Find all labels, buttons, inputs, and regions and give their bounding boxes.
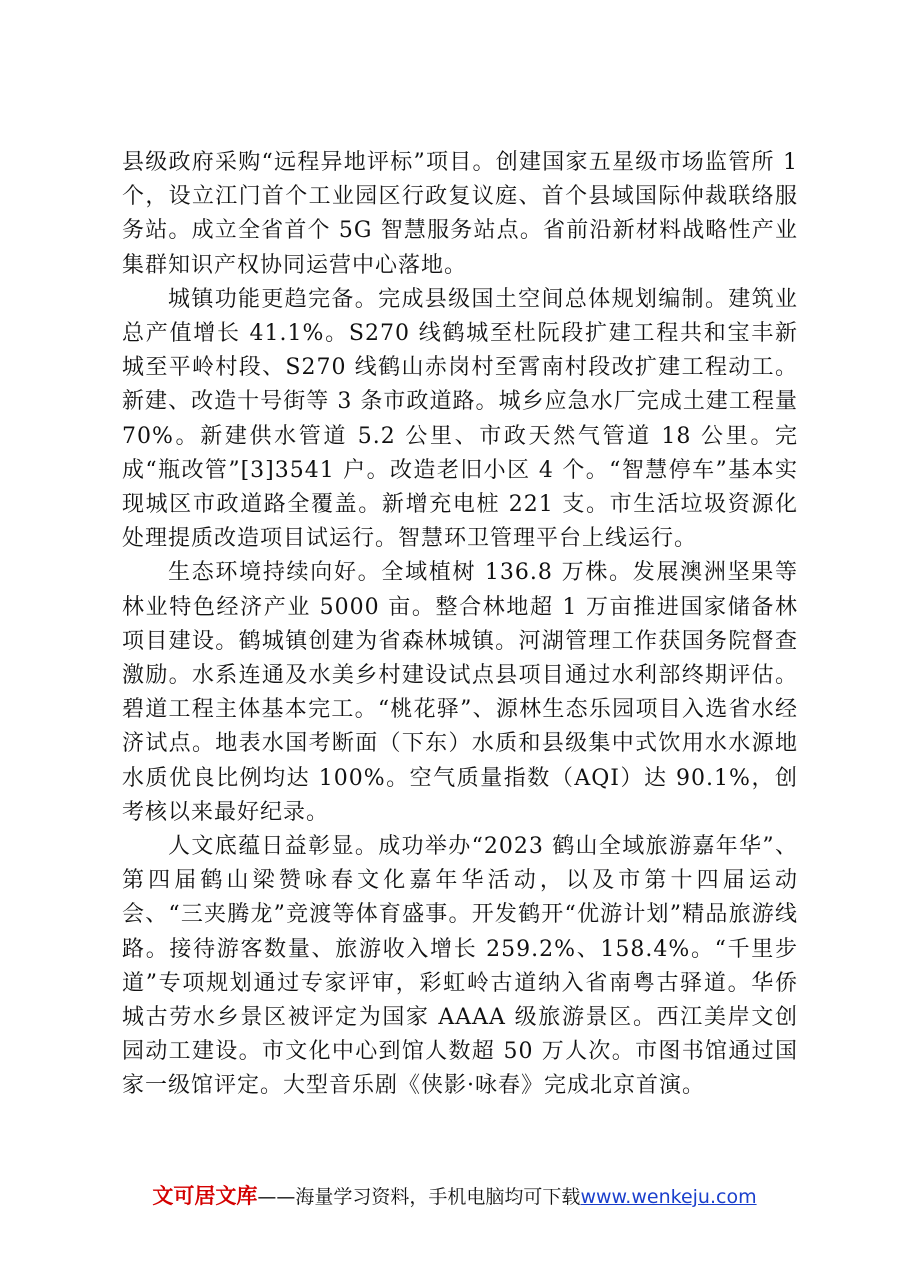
paragraph-culture: 人文底蕴日益彰显。成功举办“2023 鹤山全域旅游嘉年华”、第四届鹤山梁赞咏春文化嘉年华活动，以及市第十四届运动会、“三夹腾龙”竞渡等体育盛事。开发鹤开“优游计划”精品旅游线路。接待游客数量、旅游收入增长 259.2%、158.4%。“千里步道”专项规划通过专家评审，彩虹岭古道纳入省南粤古驿道。华侨城古劳水乡景区被评定为国家 AAAA 级旅游景区。西江美岸文创园动工建设。市文化中心到馆人数超 50 万人次。市图书馆通过国家一级馆评定。大型音乐剧《侠影·咏春》完成北京首演。 (122, 834, 798, 1099)
footer-link[interactable]: www.wenkeju.com (580, 1186, 757, 1208)
paragraph-urban-function: 城镇功能更趋完备。完成县级国土空间总体规划编制。建筑业总产值增长 41.1%。S270 线鹤城至杜阮段扩建工程共和宝丰新城至平岭村段、S270 线鹤山赤岗村至霄南村段改扩建工程动工。新建、改造十号街等 3 条市政道路。城乡应急水厂完成土建工程量 70%。新建供水管道 5.2 公里、市政天然气管道 18 公里。完成“瓶改管”[3]3541 户。改造老旧小区 4 个。“智慧停车”基本实现城区市政道路全覆盖。新增充电桩 221 支。市生活垃圾资源化处理提质改造项目试运行。智慧环卫管理平台上线运行。 (122, 286, 798, 552)
paragraph-procurement: 县级政府采购“远程异地评标”项目。创建国家五星级市场监管所 1 个，设立江门首个工业园区行政复议庭、首个县域国际仲裁联络服务站。成立全省首个 5G 智慧服务站点。省前沿新材料战略性产业集群知识产权协同运营中心落地。 (122, 150, 798, 278)
footer-brand: 文可居文库 (152, 1184, 258, 1208)
document-body (122, 146, 798, 1104)
footer-banner (0, 1183, 909, 1210)
paragraph-ecology: 生态环境持续向好。全域植树 136.8 万株。发展澳洲坚果等林业特色经济产业 5000 亩。整合林地超 1 万亩推进国家储备林项目建设。鹤城镇创建为省森林城镇。河湖管理工作获国务院督查激励。水系连通及水美乡村建设试点县项目通过水利部终期评估。碧道工程主体基本完工。“桃花驿”、源林生态乐园项目入选省水经济试点。地表水国考断面（下东）水质和县级集中式饮用水水源地水质优良比例均达 100%。空气质量指数（AQI）达 90.1%，创考核以来最好纪录。 (122, 560, 798, 825)
footer-slogan: ——海量学习资料，手机电脑均可下载 (257, 1186, 581, 1208)
